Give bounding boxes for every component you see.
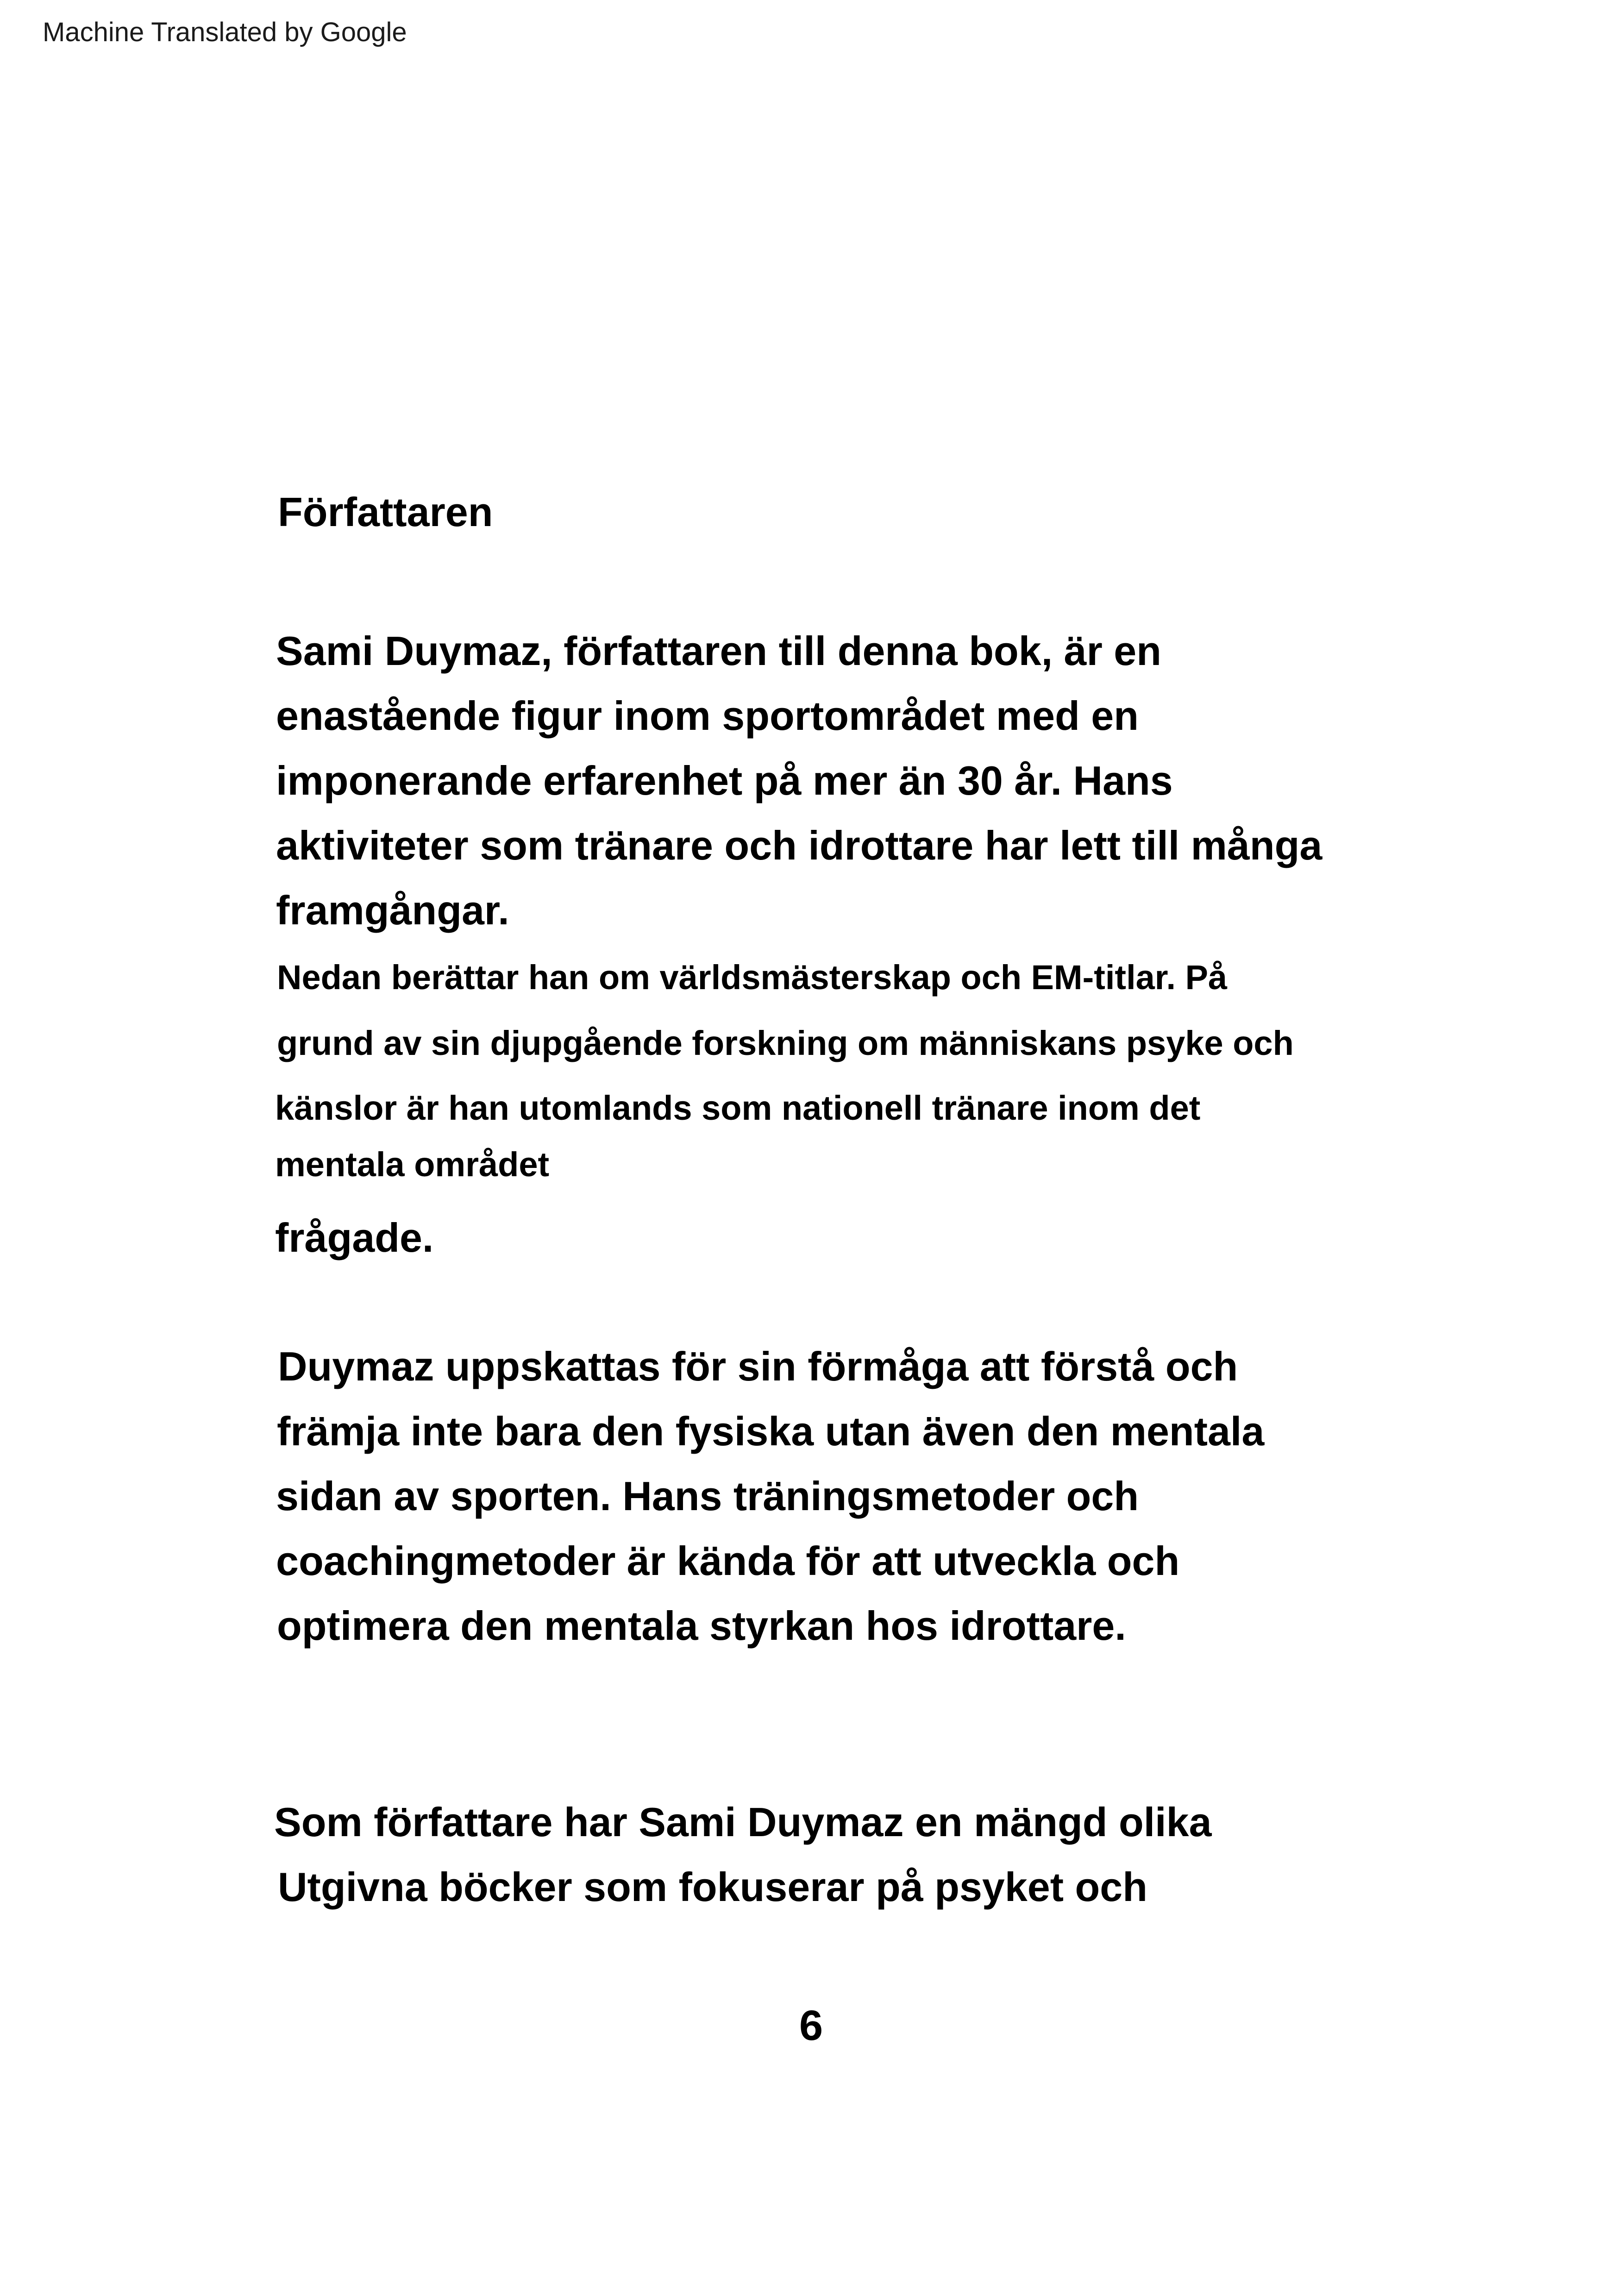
paragraph-line: Sami Duymaz, författaren till denna bok, är en [276, 628, 1161, 674]
page-number: 6 [799, 2002, 823, 2049]
paragraph-line: främja inte bara den fysiska utan även den mentala [277, 1408, 1265, 1454]
machine-translation-banner: Machine Translated by Google [43, 17, 407, 47]
paragraph-line: Som författare har Sami Duymaz en mängd olika [274, 1799, 1212, 1845]
paragraph-line: optimera den mentala styrkan hos idrottare. [277, 1603, 1126, 1649]
paragraph-line: känslor är han utomlands som nationell tränare inom det [275, 1089, 1201, 1127]
paragraph-line: imponerande erfarenhet på mer än 30 år. Hans [276, 758, 1173, 803]
paragraph-line: grund av sin djupgående forskning om människans psyke och [277, 1024, 1294, 1062]
paragraph-line: enastående figur inom sportområdet med en [276, 693, 1139, 739]
paragraph-line: Nedan berättar han om världsmästerskap och EM-titlar. På [277, 958, 1228, 997]
paragraph-line: Duymaz uppskattas för sin förmåga att förstå och [278, 1343, 1238, 1389]
paragraph-line: aktiviteter som tränare och idrottare har lett till många [276, 822, 1322, 868]
paragraph-line: frågade. [275, 1215, 434, 1261]
paragraph-line: Utgivna böcker som fokuserar på psyket och [278, 1864, 1147, 1910]
paragraph-line: sidan av sporten. Hans träningsmetoder och [276, 1473, 1139, 1519]
paragraph-line: framgångar. [276, 887, 509, 933]
section-heading: Författaren [278, 489, 493, 535]
paragraph-line: mentala området [275, 1145, 550, 1184]
paragraph-line: coachingmetoder är kända för att utveckla och [276, 1538, 1180, 1584]
